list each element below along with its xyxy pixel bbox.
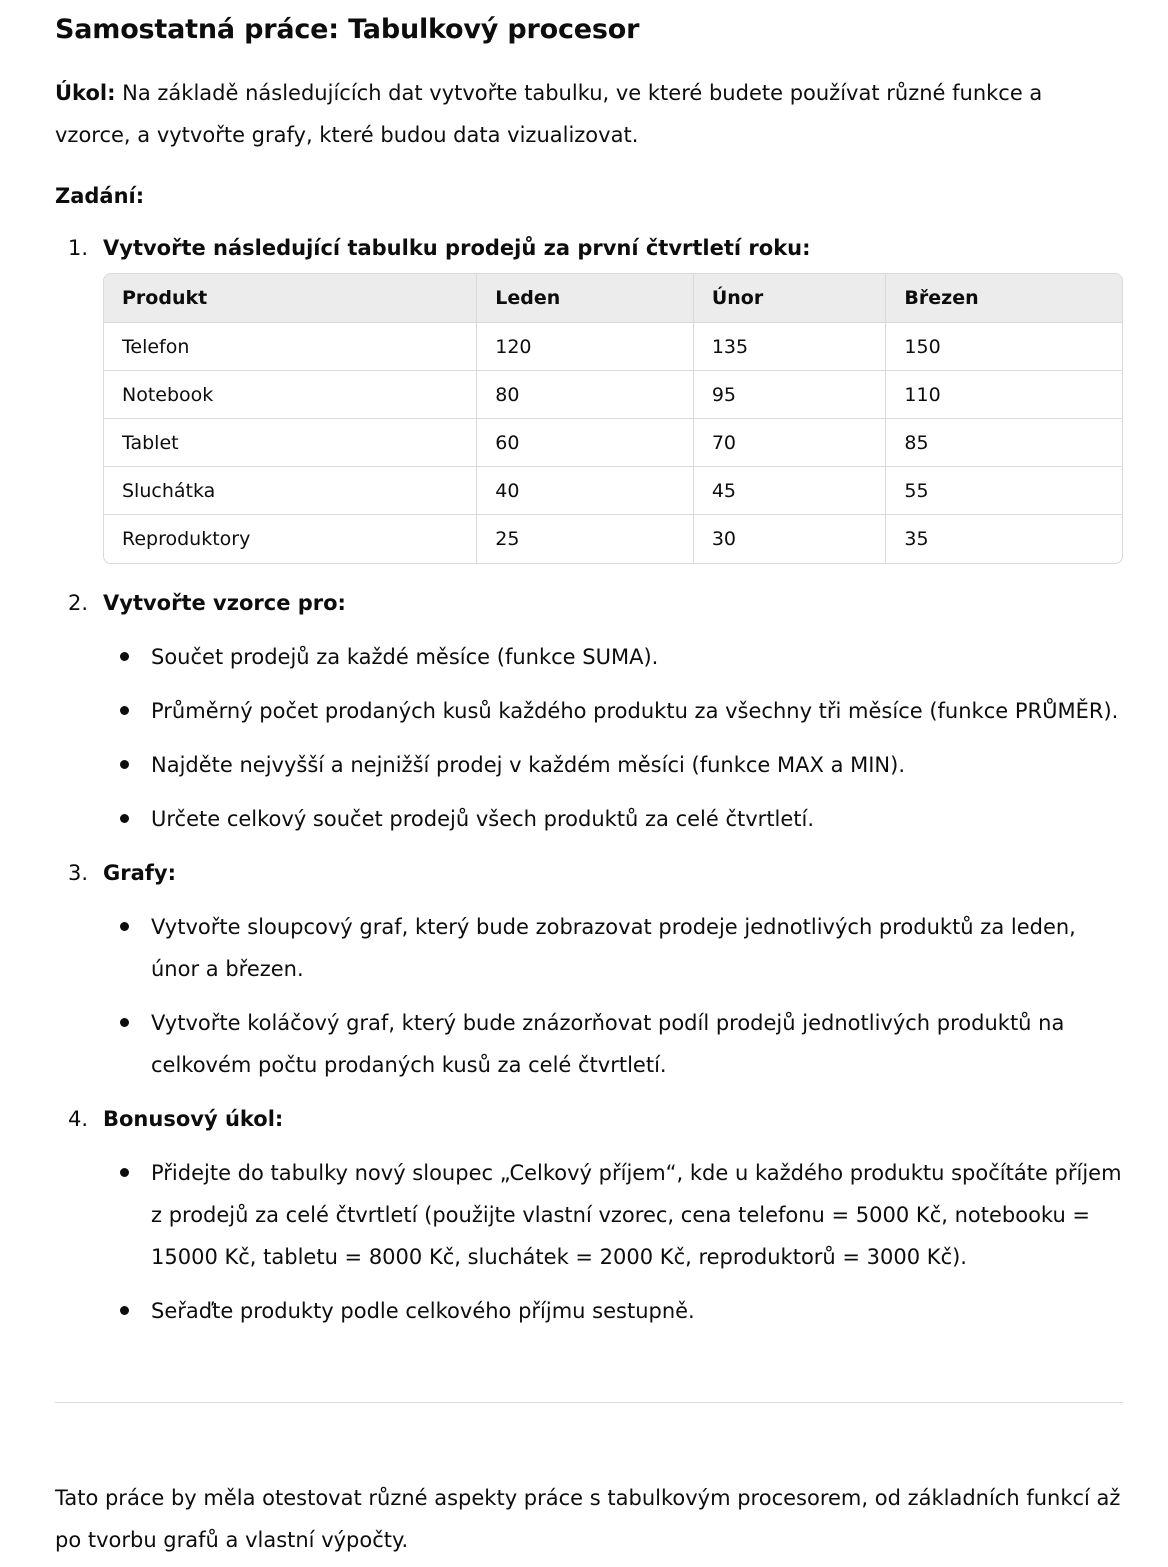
table-cell-january: 40 [477,467,694,515]
table-cell-january: 25 [477,515,694,563]
list-item: Vytvořte sloupcový graf, který bude zobrazovat prodeje jednotlivých produktů za leden, únor a březen. [151,906,1123,990]
table-cell-january: 120 [477,323,694,371]
list-item: Průměrný počet prodaných kusů každého produktu za všechny tři měsíce (funkce PRŮMĚR). [151,690,1123,732]
table-cell-product: Telefon [104,323,477,371]
table-cell-march: 55 [886,467,1122,515]
step-number: 1. [68,236,89,260]
step-number: 3. [68,861,89,885]
table-cell-product: Tablet [104,419,477,467]
table-cell-march: 35 [904,528,929,550]
step-title: Bonusový úkol: [103,1107,284,1131]
assignment-heading: Zadání: [55,184,145,208]
step-number: 2. [68,591,89,615]
column-header-march: Březen [886,274,1122,323]
page-title: Samostatná práce: Tabulkový procesor [55,14,640,45]
intro-paragraph [55,72,1123,156]
table-cell-march: 150 [886,323,1122,371]
table-cell-january: 60 [477,419,694,467]
table-cell-february: 30 [694,515,887,563]
table-cell-february: 45 [694,467,887,515]
table-row [104,419,1122,467]
list-item: Vytvořte koláčový graf, který bude znázorňovat podíl prodejů jednotlivých produktů na celkovém počtu prodaných kusů za celé čtvrtletí. [151,1002,1123,1086]
step-title: Vytvořte následující tabulku prodejů za první čtvrtletí roku: [103,236,811,260]
list-item: Určete celkový součet prodejů všech produktů za celé čtvrtletí. [151,798,1123,840]
step-title: Vytvořte vzorce pro: [103,591,346,615]
table-header-row [104,274,1122,323]
column-header-january: Leden [477,274,694,323]
table-cell-january: 80 [477,371,694,419]
table-cell-product: Reproduktory [104,515,477,563]
table-cell-february: 70 [694,419,887,467]
intro-label: Úkol: [55,81,116,105]
table-cell-march: 85 [886,419,1122,467]
table-row [104,467,1122,515]
table-cell-product: Sluchátka [104,467,477,515]
column-header-product: Produkt [104,274,477,323]
step-title: Grafy: [103,861,176,885]
list-item: Součet prodejů za každé měsíce (funkce SUMA). [151,636,1123,678]
table-cell-february: 135 [694,323,887,371]
table-row [104,371,1122,419]
divider [55,1402,1123,1403]
list-item: Seřaďte produkty podle celkového příjmu sestupně. [151,1290,1123,1332]
table-cell-march: 110 [886,371,1122,419]
column-header-february: Únor [694,274,887,323]
list-item: Přidejte do tabulky nový sloupec „Celkový příjem“, kde u každého produktu spočítáte příjem z prodejů za celé čtvrtletí (použijte vlastní vzorec, cena telefonu = 5000 Kč, notebooku = 15000 Kč, tabletu = 8000 Kč, sluchátek = 2000 Kč, reproduktorů = 3000 Kč). [151,1152,1123,1278]
intro-text: Na základě následujících dat vytvořte tabulku, ve které budete používat různé funkce a vzorce, a vytvořte grafy, které budou data vizualizovat. [55,81,1043,147]
table-row [104,515,1122,563]
table-cell-product: Notebook [104,371,477,419]
closing-paragraph: Tato práce by měla otestovat různé aspekty práce s tabulkovým procesorem, od základních funkcí až po tvorbu grafů a vlastní výpočty. [55,1486,1121,1552]
list-item: Najděte nejvyšší a nejnižší prodej v každém měsíci (funkce MAX a MIN). [151,744,1123,786]
table-cell-february: 95 [694,371,887,419]
step-number: 4. [68,1107,89,1131]
sales-table [103,273,1123,564]
table-row [104,323,1122,371]
